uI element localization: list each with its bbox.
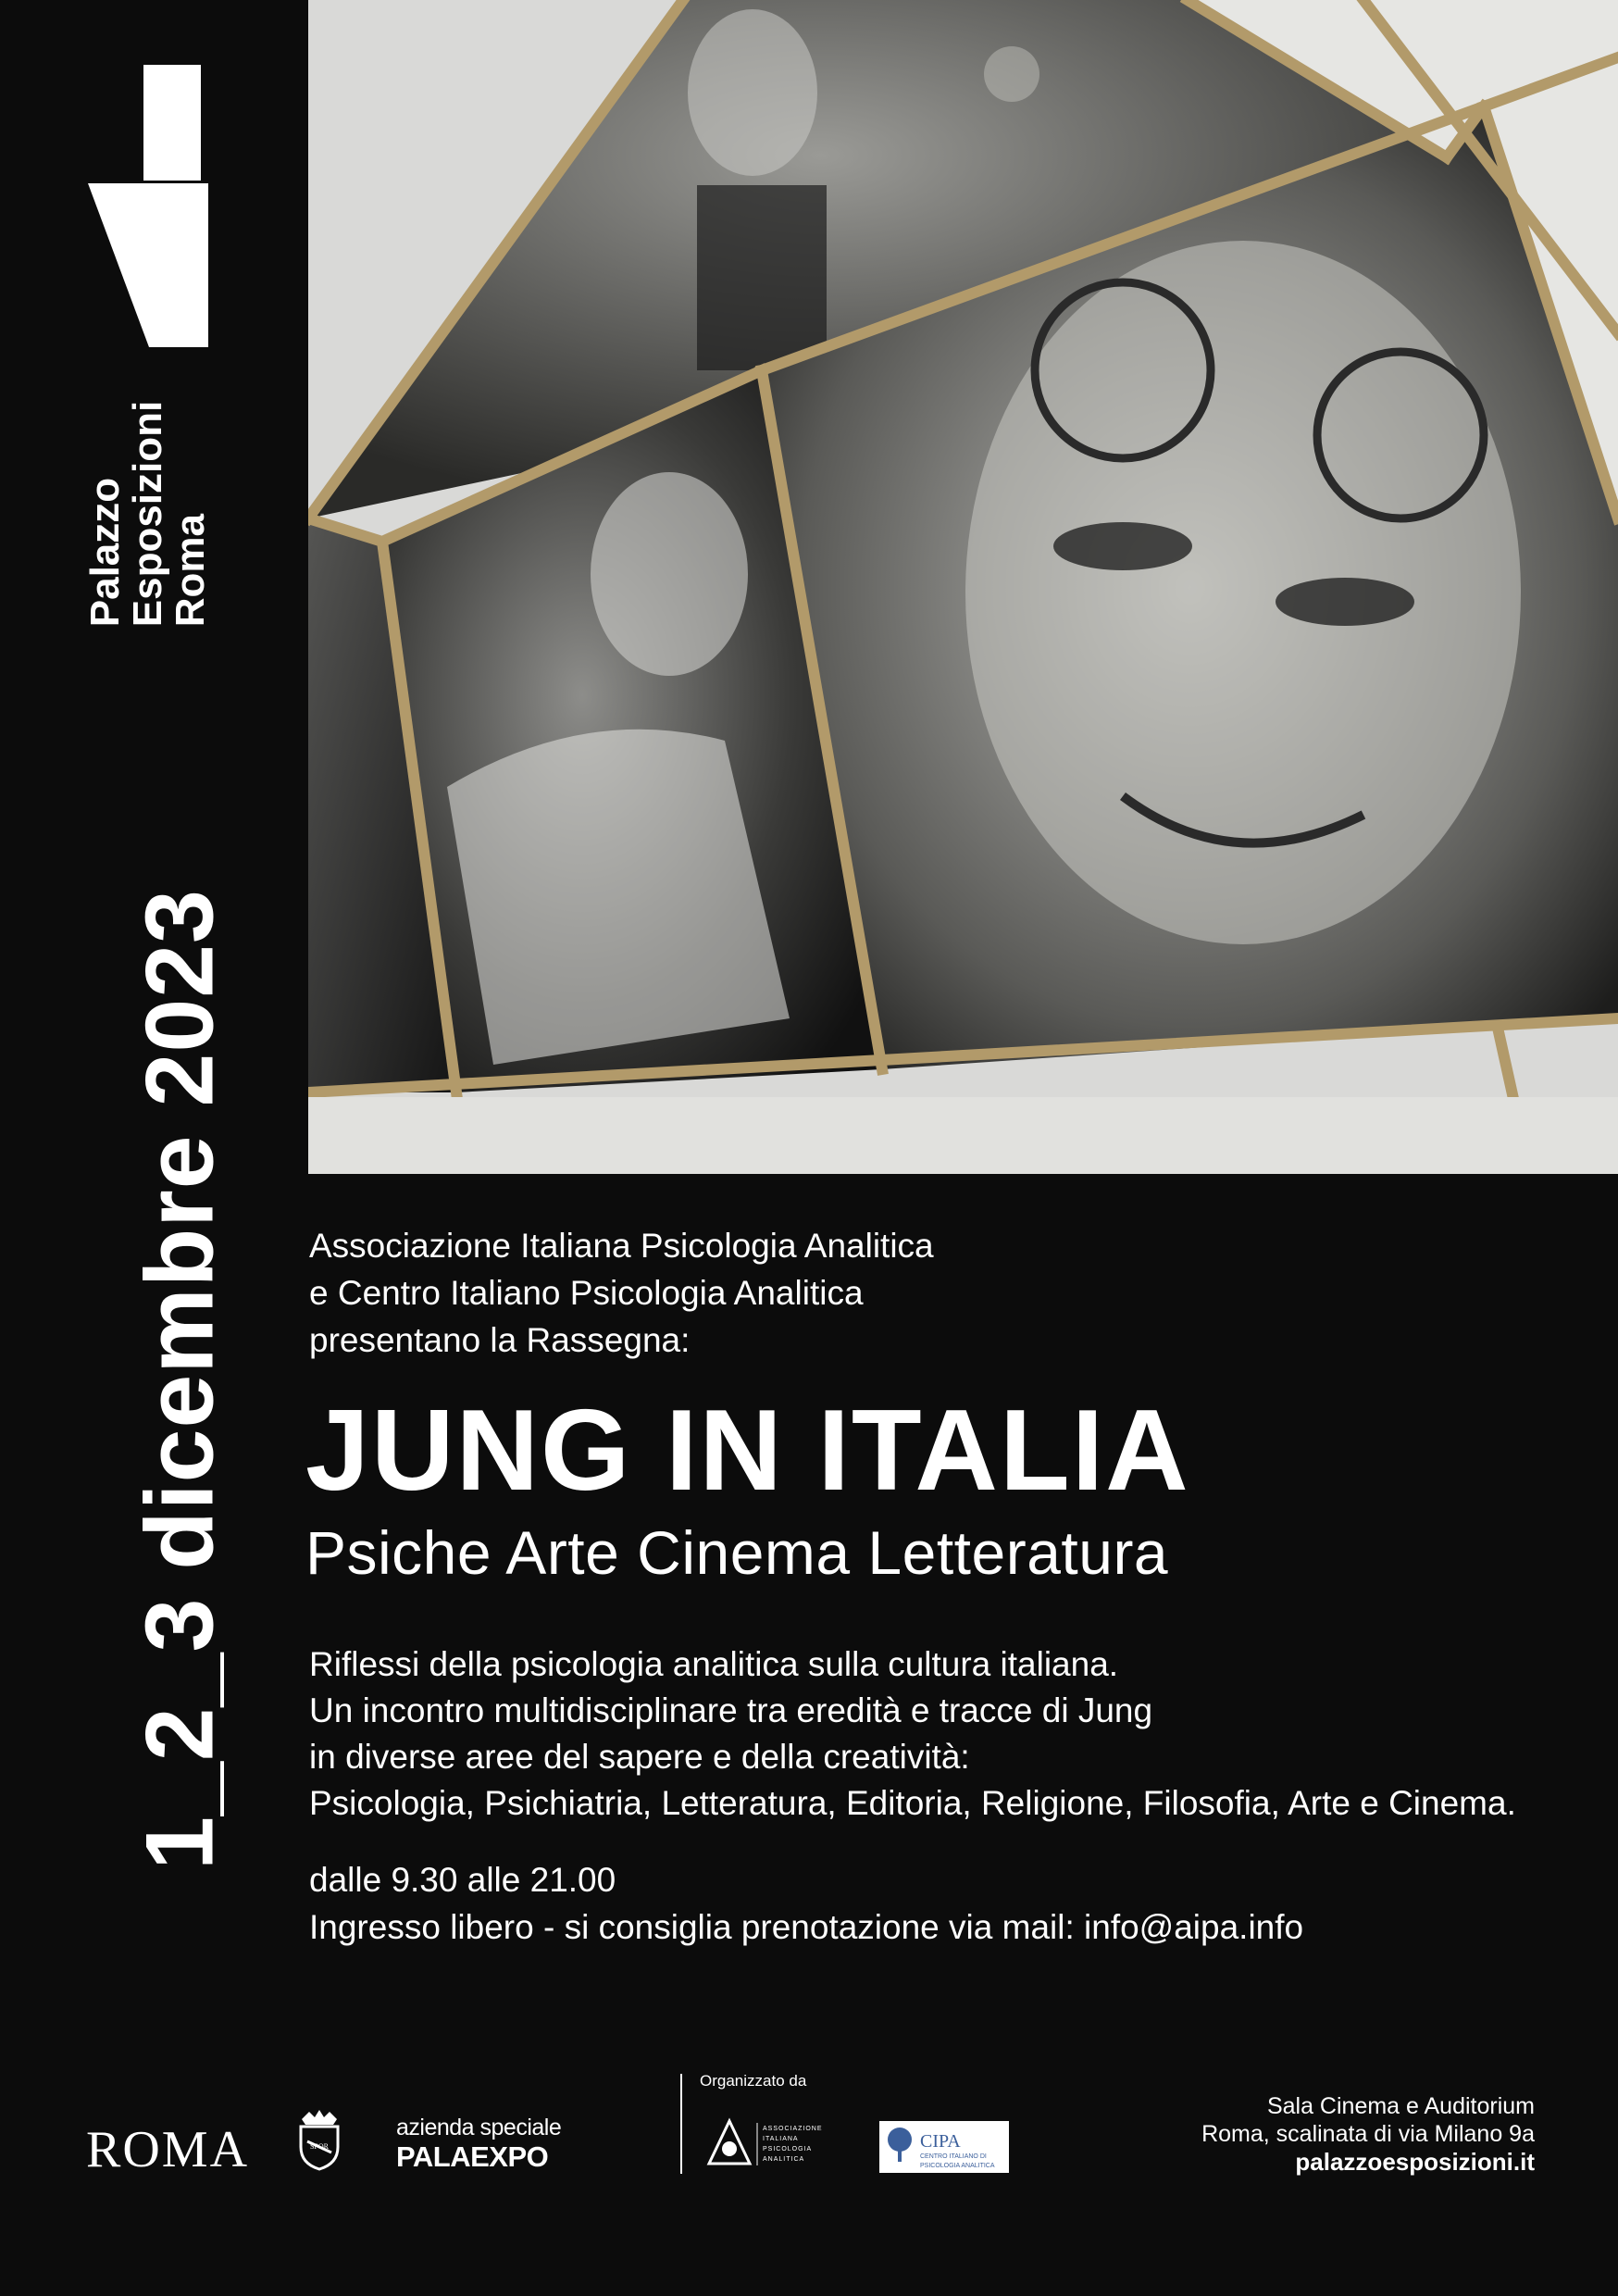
event-description — [309, 1641, 1587, 1827]
cipa-subline: CENTRO ITALIANO DI — [920, 2153, 987, 2160]
description-line: Riflessi della psicologia analitica sulla cultura italiana. — [309, 1645, 1119, 1683]
website-link[interactable]: palazzoesposizioni.it — [1295, 2148, 1535, 2176]
organized-by-label: Organizzato da — [700, 2072, 807, 2090]
venue-line: Sala Cinema e Auditorium — [1266, 2093, 1535, 2119]
aipa-line: ITALIANA — [763, 2136, 799, 2142]
aipa-line: ASSOCIAZIONE — [763, 2126, 823, 2132]
event-info — [309, 1856, 1587, 1951]
event-subtitle: Psiche Arte Cinema Letteratura — [305, 1518, 1169, 1587]
brand-wordmark — [83, 361, 213, 667]
presenters-text — [309, 1222, 1142, 1364]
event-hours: dalle 9.30 alle 21.00 — [309, 1861, 616, 1899]
venue-line: Roma, scalinata di via Milano 9a — [1201, 2121, 1535, 2147]
svg-text:SPQR: SPQR — [309, 2142, 330, 2151]
aipa-logo-icon — [703, 2115, 824, 2171]
aipa-line: ANALITICA — [763, 2156, 805, 2163]
presenter-line: e Centro Italiano Psicologia Analitica — [309, 1274, 864, 1312]
brand-line-esposizioni: Esposizioni — [125, 400, 170, 628]
description-line: Un incontro multidisciplinare tra eredità e tracce di Jung — [309, 1691, 1153, 1729]
event-date-text: 1_2_3 dicembre 2023 — [126, 889, 234, 1870]
palaexpo-label: PALAEXPO — [396, 2140, 549, 2173]
brand-line-roma: Roma — [168, 513, 213, 628]
description-line: Psicologia, Psichiatria, Letteratura, Editoria, Religione, Filosofia, Arte e Cinema. — [309, 1784, 1516, 1822]
roma-crest-icon — [296, 2106, 342, 2171]
cipa-logo-icon — [879, 2121, 1009, 2173]
description-line: in diverse aree del sapere e della creatività: — [309, 1738, 970, 1776]
cipa-label: CIPA — [920, 2131, 961, 2152]
palazzo-esposizioni-logo-icon — [88, 65, 208, 352]
azienda-speciale-label: azienda speciale — [396, 2115, 562, 2140]
event-entry-contact[interactable]: Ingresso libero - si consiglia prenotazione via mail: info@aipa.info — [309, 1908, 1304, 1946]
event-date — [126, 889, 234, 1870]
collage-frames — [308, 0, 1618, 1174]
palaexpo-logo — [396, 2114, 561, 2173]
aipa-line: PSICOLOGIA — [763, 2146, 813, 2152]
presenter-line: presentano la Rassegna: — [309, 1321, 691, 1359]
venue-info — [1201, 2092, 1535, 2176]
cipa-subline: PSICOLOGIA ANALITICA — [920, 2163, 995, 2169]
photo-collage — [308, 0, 1618, 1174]
roma-logo: ROMA — [86, 2121, 250, 2178]
brand-line-palazzo: Palazzo — [82, 477, 128, 628]
organizers-divider — [680, 2074, 682, 2174]
event-title: JUNG IN ITALIA — [305, 1387, 1190, 1515]
presenter-line: Associazione Italiana Psicologia Analitica — [309, 1227, 934, 1265]
